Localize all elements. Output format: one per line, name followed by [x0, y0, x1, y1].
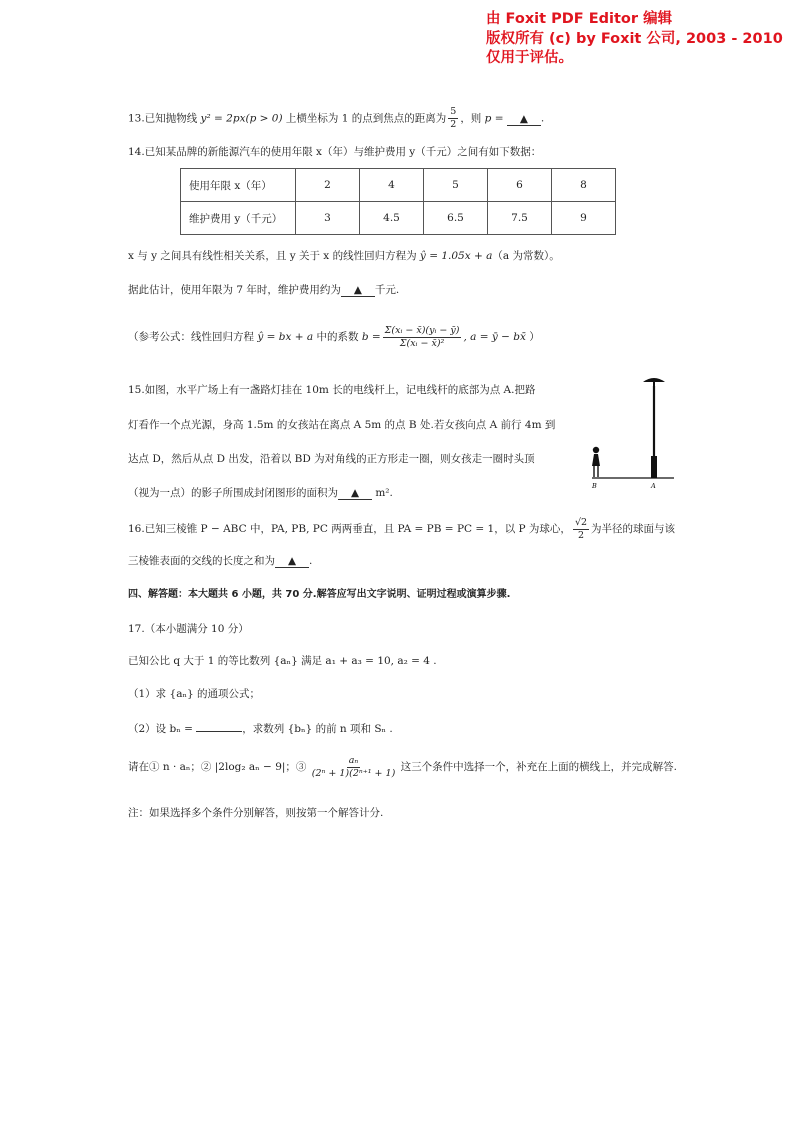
- q13-text-d: .: [540, 112, 545, 125]
- q14-ref-text-b: 中的系数: [313, 331, 362, 343]
- table-cell: 2: [296, 169, 360, 202]
- q17-part2-text-b: ，求数列 {bₙ} 的前 n 项和 Sₙ .: [242, 723, 393, 735]
- point-b-label: B: [592, 482, 597, 490]
- q17-choose-fraction: [312, 755, 396, 780]
- q15-line4-text-b: m².: [372, 487, 393, 499]
- q17-choose-text-a: 请在① n · aₙ；② |2log₂ aₙ − 9|；③: [128, 761, 310, 773]
- q15-line-3: 达点 D，然后从点 D 出发，沿着以 BD 为对角线的正方形走一圈，则女孩走一圈时头顶: [128, 453, 535, 465]
- q14-reference-formula: [128, 322, 540, 352]
- table-cell: 5: [424, 169, 488, 202]
- q16-line2-text-a: 三棱锥表面的交线的长度之和为: [128, 555, 275, 567]
- q13-text-b: 上横坐标为 1 的点到焦点的距离为: [282, 112, 447, 125]
- q17-part2-text-a: （2）设 bₙ =: [128, 723, 193, 735]
- table-row: [181, 169, 616, 202]
- table-cell: 4.5: [360, 202, 424, 235]
- table-row: [181, 202, 616, 235]
- point-a-label: A: [651, 482, 656, 490]
- table-cell: 3: [296, 202, 360, 235]
- q16-frac-den: 2: [577, 529, 585, 541]
- girl-body-icon: [592, 454, 600, 466]
- q15-line-1: 15.如图，水平广场上有一盏路灯挂在 10m 长的电线杆上，记电线杆的底部为点 A.把路: [128, 384, 536, 396]
- question-13: [128, 106, 544, 131]
- q16-line-1: [128, 516, 675, 542]
- q14-line-2: [128, 248, 560, 264]
- table-row-header: 维护费用 y（千元）: [181, 202, 296, 235]
- q16-frac-num: √2: [574, 516, 588, 528]
- lamp-base: [651, 456, 657, 478]
- q14-data-table: [180, 168, 616, 235]
- q14-ref-lhs: b =: [361, 331, 381, 343]
- table-cell: 8: [552, 169, 616, 202]
- q16-line1-text-a: 16.已知三棱锥 P − ABC 中，PA, PB, PC 两两垂直，且 PA = PB = PC = 1，以 P 为球心，: [128, 523, 571, 535]
- q16-answer-blank: ▲: [275, 555, 309, 568]
- lamp-head-icon: [643, 378, 665, 382]
- q14-regression-equation: ŷ = 1.05x + a: [419, 250, 493, 262]
- question-14-intro: 14.已知某品牌的新能源汽车的使用年限 x（年）与维护费用 y（千元）之间有如下数据：: [128, 146, 542, 158]
- foxit-watermark: [486, 10, 791, 69]
- q13-frac-num: 5: [450, 106, 457, 117]
- q13-equation: y² = 2px(p > 0): [200, 112, 283, 125]
- q14-ref-equation: ŷ = bx + a: [257, 331, 314, 343]
- watermark-line-3: 仅用于评估。: [486, 50, 573, 66]
- q14-ref-intercept: , a = ȳ − bx̄: [463, 331, 526, 343]
- section-4-heading: 四、解答题：本大题共 6 小题，共 70 分.解答应写出文字说明、证明过程或演算步骤.: [128, 589, 511, 600]
- q17-choose-text-b: 这三个条件中选择一个，补充在上面的横线上，并完成解答.: [397, 761, 677, 773]
- q14-ref-numerator: Σ(xᵢ − x̄)(yᵢ − ȳ): [384, 324, 460, 336]
- q15-line-4: [128, 485, 393, 501]
- table-cell: 7.5: [488, 202, 552, 235]
- table-cell: 9: [552, 202, 616, 235]
- table-cell: 6: [488, 169, 552, 202]
- table-row-header: 使用年限 x（年）: [181, 169, 296, 202]
- q14-line3-text-b: 千元.: [374, 284, 400, 296]
- table-cell: 6.5: [424, 202, 488, 235]
- q15-answer-blank: ▲: [338, 487, 372, 500]
- q17-choose-condition: [128, 754, 677, 780]
- q16-line2-text-b: .: [309, 555, 313, 567]
- table-cell: 4: [360, 169, 424, 202]
- q14-ref-text-a: （参考公式：线性回归方程: [128, 331, 258, 343]
- q16-fraction: [573, 517, 589, 542]
- watermark-line-2: 版权所有 (c) by Foxit 公司, 2003 - 2010: [486, 30, 783, 47]
- q14-line-3: [128, 282, 399, 298]
- q13-frac-den: 2: [450, 119, 457, 130]
- q14-ref-fraction: [383, 325, 462, 350]
- q14-answer-blank: ▲: [341, 284, 375, 297]
- q17-part-1: （1）求 {aₙ} 的通项公式；: [128, 688, 261, 700]
- q15-streetlamp-figure: [588, 374, 678, 490]
- q13-text-a: 13.已知抛物线: [128, 112, 201, 125]
- q13-variable: p =: [484, 112, 504, 125]
- q17-title: 17.（本小题满分 10 分）: [128, 623, 249, 635]
- q13-text-c: ，则: [460, 112, 485, 125]
- q17-choose-denominator: (2ⁿ + 1)(2ⁿ⁺¹ + 1): [311, 767, 396, 779]
- q14-line2-text-b: （a 为常数）。: [492, 250, 560, 262]
- q14-ref-denominator: Σ(xᵢ − x̄)²: [399, 337, 445, 349]
- q14-ref-text-d: ）: [525, 331, 540, 343]
- girl-head-icon: [593, 447, 599, 453]
- q15-line-2: 灯看作一个点光源，身高 1.5m 的女孩站在离点 A 5m 的点 B 处.若女孩向点 A 前行 4m 到: [128, 419, 556, 431]
- watermark-line-1: 由 Foxit PDF Editor 编辑: [486, 11, 673, 27]
- q14-line2-text-a: x 与 y 之间具有线性相关关系，且 y 关于 x 的线性回归方程为: [128, 250, 420, 262]
- q17-note: 注：如果选择多个条件分别解答，则按第一个解答计分.: [128, 807, 384, 819]
- q13-answer-blank: ▲: [507, 113, 541, 126]
- q14-line3-text-a: 据此估计，使用年限为 7 年时，维护费用约为: [128, 284, 341, 296]
- q16-line1-text-b: 为半径的球面与该: [591, 523, 676, 535]
- q13-fraction: [448, 106, 458, 131]
- q17-part-2: [128, 720, 393, 737]
- q17-fill-blank: [196, 720, 242, 732]
- q16-line-2: [128, 553, 312, 569]
- q17-condition: 已知公比 q 大于 1 的等比数列 {aₙ} 满足 a₁ + a₃ = 10, a₂ = 4 .: [128, 655, 437, 667]
- q15-line4-text-a: （视为一点）的影子所围成封闭图形的面积为: [128, 487, 338, 499]
- q17-choose-numerator: aₙ: [348, 754, 359, 766]
